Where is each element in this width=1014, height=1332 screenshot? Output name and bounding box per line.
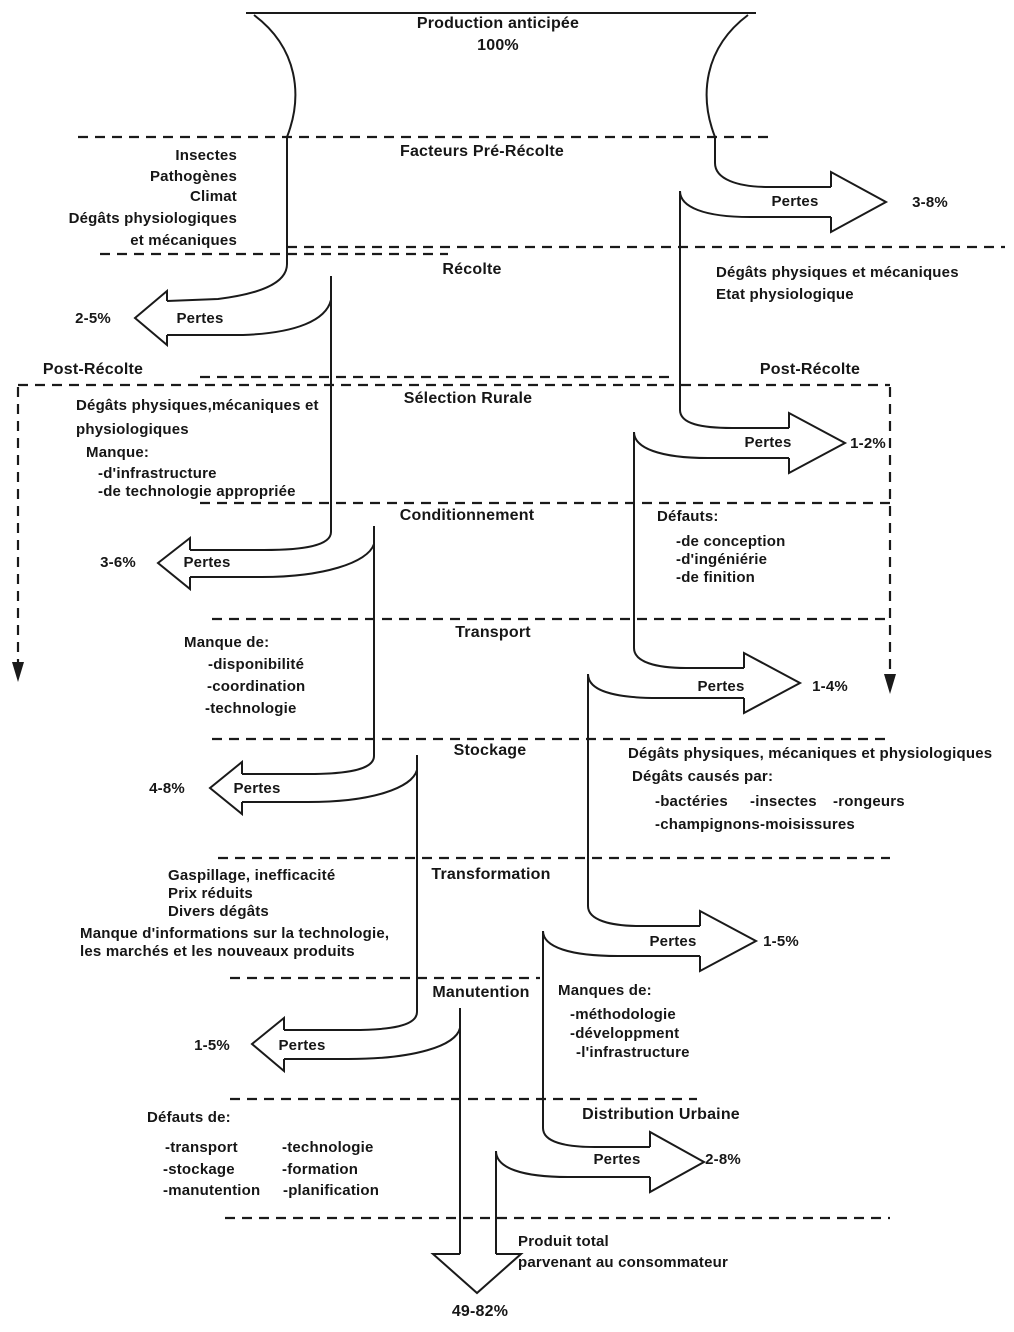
note-line: -insectes: [750, 793, 817, 810]
note-line: Dégâts physiologiques: [68, 210, 237, 227]
note-line: -méthodologie: [570, 1006, 676, 1023]
note-line: -de finition: [676, 569, 756, 586]
loss-label-selection: Pertes: [744, 434, 792, 451]
loss-value-recolte: 2-5%: [75, 310, 111, 327]
note-line: -de conception: [676, 533, 786, 550]
loss-value-transformation: 1-5%: [763, 933, 799, 950]
loss-value-pre-recolte: 3-8%: [912, 194, 948, 211]
post-recolte-right-label: Post-Récolte: [759, 361, 861, 378]
down-arrow-icon: [12, 662, 24, 682]
note-line: -d'infrastructure: [98, 465, 217, 482]
note-line: -technologie: [282, 1139, 374, 1156]
stage-label-distribution-urbaine: Distribution Urbaine: [582, 1106, 740, 1123]
note-line: Défauts de:: [147, 1109, 231, 1126]
note-line: -formation: [282, 1161, 359, 1178]
final-product-line2: parvenant au consommateur: [518, 1254, 729, 1271]
stage-label-facteurs-pre-recolte: Facteurs Pré-Récolte: [399, 143, 565, 160]
stage-label-selection-rurale: Sélection Rurale: [403, 390, 533, 407]
note-line: Manques de:: [558, 982, 652, 999]
loss-label-recolte: Pertes: [176, 310, 224, 327]
note-line: Dégâts physiques, mécaniques et physiologiques: [628, 745, 993, 762]
stage-label-transport: Transport: [455, 624, 531, 641]
note-line: Divers dégâts: [168, 903, 269, 920]
note-line: -planification: [283, 1182, 380, 1199]
note-line: Insectes: [175, 147, 237, 164]
note-line: Climat: [189, 188, 237, 205]
stage-label-recolte: Récolte: [442, 261, 502, 278]
note-line: -bactéries: [655, 793, 728, 810]
final-product-value: 49-82%: [451, 1303, 509, 1320]
stage-label-conditionnement: Conditionnement: [399, 507, 535, 524]
note-line: -transport: [165, 1139, 238, 1156]
down-arrow-icon: [884, 674, 896, 694]
loss-label-pre-recolte: Pertes: [771, 193, 819, 210]
note-line: -rongeurs: [833, 793, 905, 810]
note-line: -l'infrastructure: [576, 1044, 690, 1061]
note-line: physiologiques: [76, 421, 189, 438]
note-line: -d'ingéniérie: [676, 551, 768, 568]
note-line: Gaspillage, inefficacité: [168, 867, 336, 884]
loss-value-manutention: 1-5%: [194, 1037, 230, 1054]
note-line: Etat physiologique: [716, 286, 854, 303]
final-product-line1: Produit total: [518, 1233, 609, 1250]
loss-value-selection: 1-2%: [850, 435, 886, 452]
note-line: -moisissures: [760, 816, 855, 833]
loss-label-distribution: Pertes: [593, 1151, 641, 1168]
pertes-arrowhead-pre-recolte: [831, 172, 886, 232]
final-product-arrowhead: [433, 1254, 521, 1293]
loss-value-stockage: 4-8%: [149, 780, 185, 797]
loss-label-stockage: Pertes: [233, 780, 281, 797]
note-line: Manque de:: [184, 634, 270, 651]
note-line: Dégâts physiques et mécaniques: [716, 264, 959, 281]
loss-label-transformation: Pertes: [649, 933, 697, 950]
production-title: Production anticipée: [416, 15, 580, 32]
stage-label-stockage: Stockage: [453, 742, 527, 759]
note-line: -technologie: [205, 700, 297, 717]
note-line: -stockage: [163, 1161, 235, 1178]
note-line: Défauts:: [657, 508, 719, 525]
note-line: -développment: [570, 1025, 680, 1042]
note-line: Manque d'informations sur la technologie,: [80, 925, 390, 942]
loss-value-distribution: 2-8%: [705, 1151, 741, 1168]
note-line: -disponibilité: [208, 656, 305, 673]
loss-value-conditionnement: 3-6%: [100, 554, 136, 571]
note-line: Manque:: [86, 444, 150, 461]
note-line: -de technologie appropriée: [98, 483, 296, 500]
note-line: -champignons: [655, 816, 760, 833]
note-line: Dégâts physiques,mécaniques et: [76, 397, 319, 414]
post-recolte-left-label: Post-Récolte: [42, 361, 144, 378]
note-line: les marchés et les nouveaux produits: [80, 943, 355, 960]
note-line: Prix réduits: [168, 885, 253, 902]
loss-label-transport: Pertes: [697, 678, 745, 695]
loss-value-transport: 1-4%: [812, 678, 848, 695]
production-percent: 100%: [477, 37, 519, 54]
note-line: -coordination: [207, 678, 306, 695]
loss-label-manutention: Pertes: [278, 1037, 326, 1054]
stage-label-manutention: Manutention: [432, 984, 530, 1001]
note-line: Dégâts causés par:: [632, 768, 774, 785]
note-line: Pathogènes: [149, 168, 237, 185]
note-line: -manutention: [163, 1182, 261, 1199]
stage-label-transformation: Transformation: [431, 866, 551, 883]
note-line: et mécaniques: [130, 232, 237, 249]
loss-label-conditionnement: Pertes: [183, 554, 231, 571]
